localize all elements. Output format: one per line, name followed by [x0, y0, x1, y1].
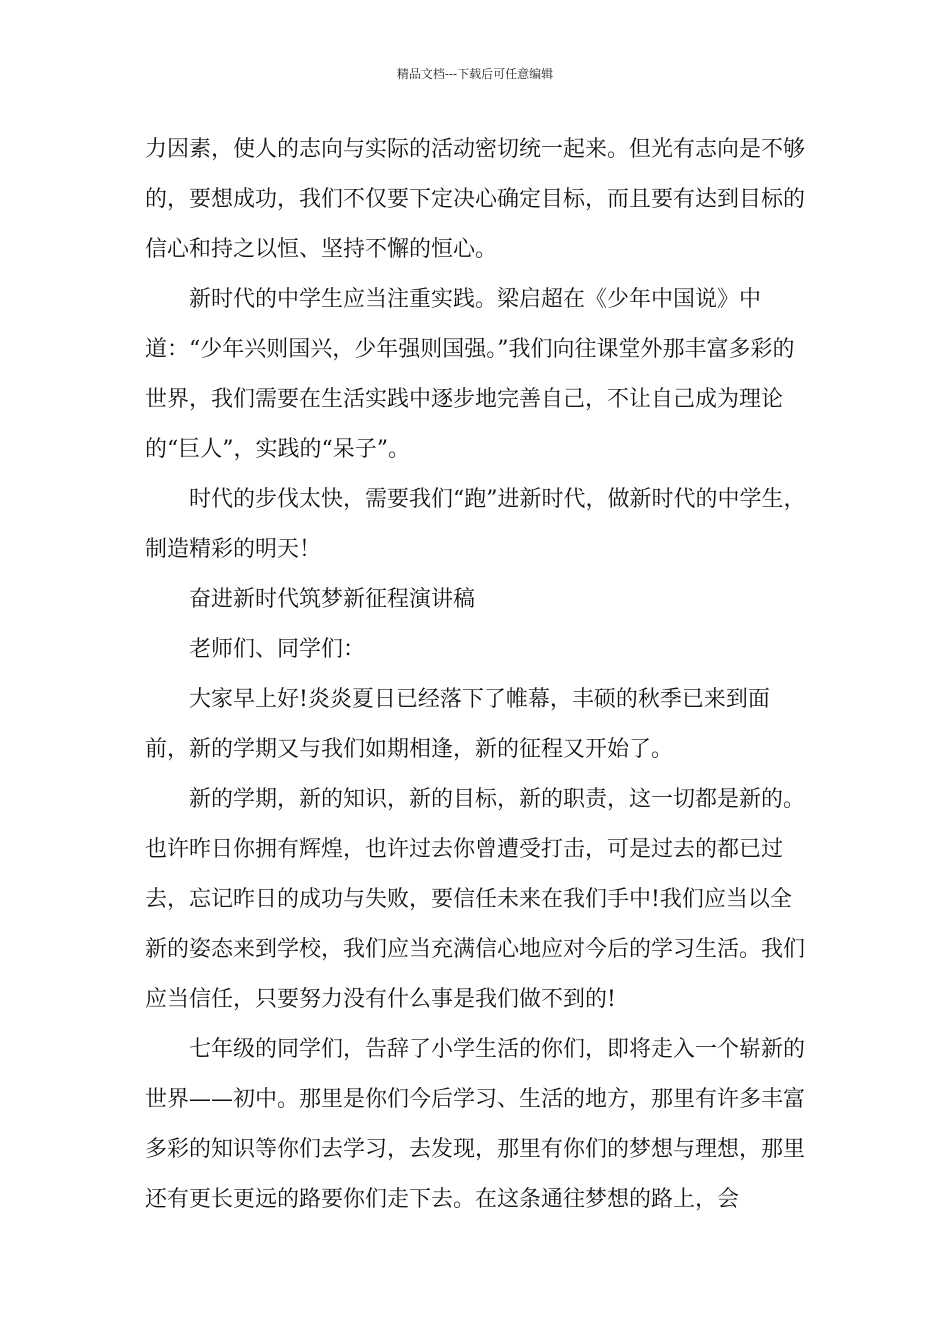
paragraph-3: 时代的步伐太快，需要我们“跑”进新时代，做新时代的中学生，制造精彩的明天！: [145, 487, 806, 562]
paragraph-2: 新时代的中学生应当注重实践。梁启超在《少年中国说》中道：“少年兴则国兴，少年强则国强。”我们向往课堂外那丰富多彩的世界，我们需要在生活实践中逐步地完善自己，不让自己成为理论的“巨人”，实践的“呆子”。: [145, 287, 795, 462]
paragraph-1: 力因素，使人的志向与实际的活动密切统一起来。但光有志向是不够的，要想成功，我们不仅要下定决心确定目标，而且要有达到目标的信心和持之以恒、坚持不懈的恒心。: [145, 137, 806, 262]
paragraph-6: 七年级的同学们，告辞了小学生活的你们，即将走入一个崭新的世界——初中。那里是你们今后学习、生活的地方，那里有许多丰富多彩的知识等你们去学习，去发现，那里有你们的梦想与理想，那里还有更长更远的路要你们走下去。在这条通往梦想的路上，会: [145, 1037, 806, 1212]
paragraph-5: 新的学期，新的知识，新的目标，新的职责，这一切都是新的。也许昨日你拥有辉煌，也许过去你曾遭受打击，可是过去的都已过去，忘记昨日的成功与失败，要信任未来在我们手中!我们应当以全新的姿态来到学校，我们应当充满信心地应对今后的学习生活。我们应当信任，只要努力没有什么事是我们做不到的!: [145, 787, 806, 1012]
page-header: 精品文档---下载后可任意编辑: [396, 67, 554, 81]
paragraph-4: 大家早上好!炎炎夏日已经落下了帷幕，丰硕的秋季已来到面前，新的学期又与我们如期相逢，新的征程又开始了。: [145, 687, 770, 762]
document-body: [145, 125, 810, 1225]
speech-title: 奋进新时代筑梦新征程演讲稿: [189, 587, 476, 612]
salutation: 老师们、同学们：: [189, 637, 366, 662]
